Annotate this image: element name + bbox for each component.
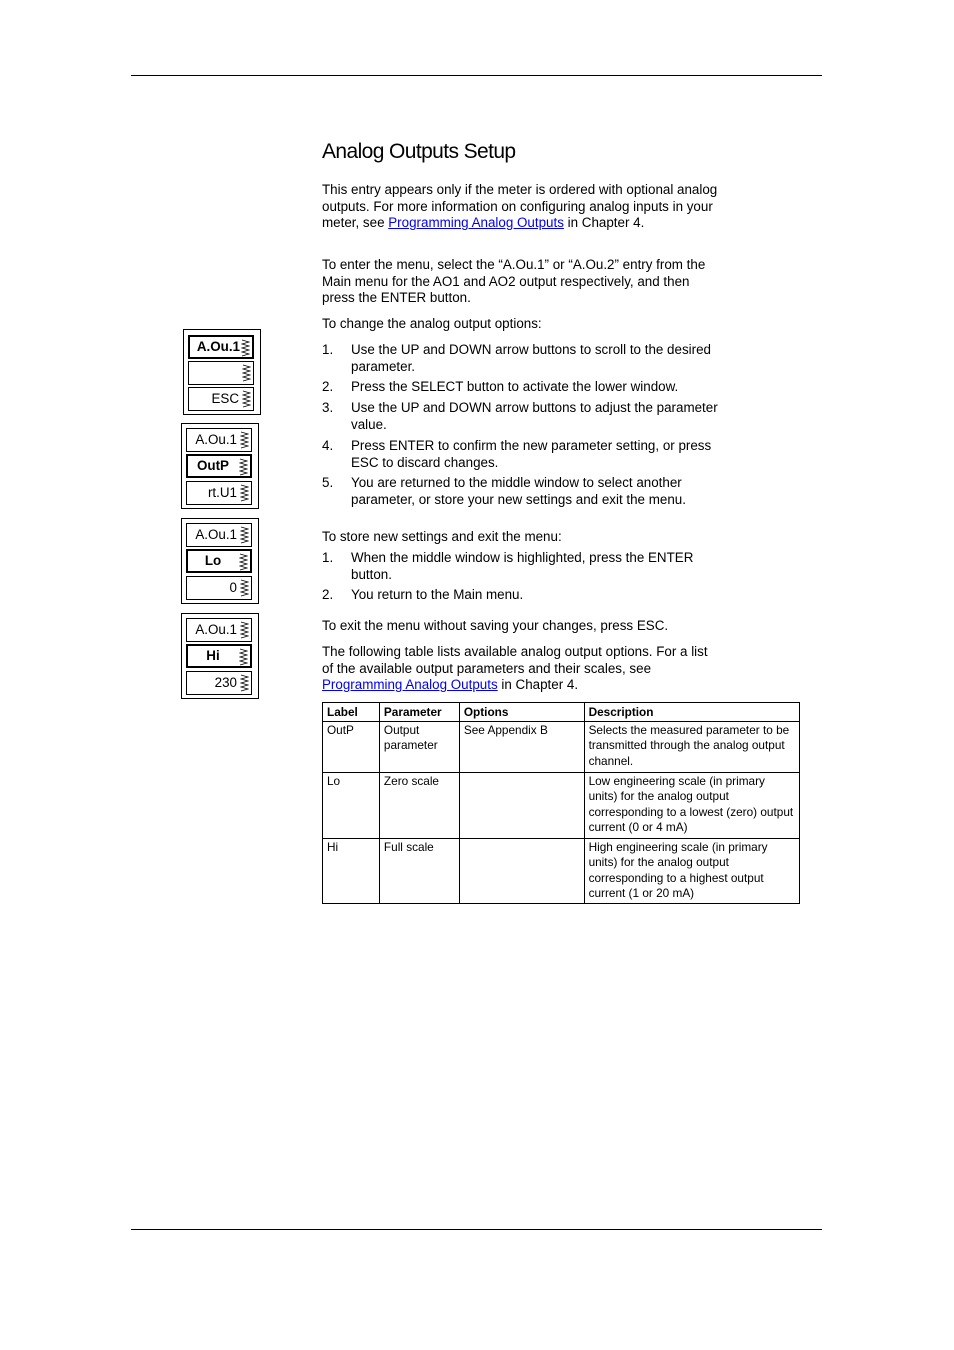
intro-text-end: in Chapter 4. bbox=[563, 215, 645, 230]
table-header-row bbox=[323, 703, 800, 722]
display-bottom-value: 0 bbox=[229, 580, 237, 595]
display-middle-window bbox=[186, 644, 252, 668]
table-cell bbox=[459, 773, 584, 839]
display-top-window bbox=[186, 618, 252, 642]
display-panel-lo bbox=[181, 518, 259, 604]
scroll-indicator-icon bbox=[239, 458, 248, 476]
column-header: Description bbox=[584, 703, 799, 722]
table-cell: Selects the measured parameter to be transmitted through the analog output channel. bbox=[584, 722, 799, 773]
exit-text: To exit the menu without saving your changes, press ESC. bbox=[322, 618, 669, 633]
display-top-window bbox=[186, 523, 252, 547]
table-intro-text: The following table lists available analog output options. For a list of the available output parameters and their scales, see bbox=[322, 644, 708, 676]
programming-analog-outputs-link[interactable]: Programming Analog Outputs bbox=[388, 215, 564, 230]
exit-paragraph bbox=[322, 618, 722, 635]
scroll-indicator-icon bbox=[240, 621, 249, 639]
list-text: You return to the Main menu. bbox=[351, 587, 524, 602]
enter-menu-text: To enter the menu, select the “A.Ou.1” or “A.Ou.2” entry from the Main menu for the AO1 and AO2 output respectively, and then press the ENTER button. bbox=[322, 257, 706, 305]
display-middle-window bbox=[188, 361, 254, 385]
table-row bbox=[323, 722, 800, 773]
display-top-window bbox=[188, 335, 254, 359]
display-top-value: A.Ou.1 bbox=[196, 339, 240, 354]
display-middle-value: Lo bbox=[204, 553, 222, 568]
table-intro-paragraph bbox=[322, 644, 722, 694]
display-panel-outp bbox=[181, 423, 259, 509]
table-cell: Zero scale bbox=[379, 773, 459, 839]
programming-analog-outputs-link[interactable]: Programming Analog Outputs bbox=[322, 677, 498, 692]
column-header: Options bbox=[459, 703, 584, 722]
display-middle-value: OutP bbox=[197, 458, 229, 473]
list-number: 2. bbox=[322, 379, 334, 394]
store-intro-text: To store new settings and exit the menu: bbox=[322, 529, 562, 544]
display-top-value: A.Ou.1 bbox=[195, 527, 237, 542]
list-number: 1. bbox=[322, 550, 334, 565]
list-number: 3. bbox=[322, 400, 334, 415]
list-text: Press ENTER to confirm the new parameter setting, or press ESC to discard changes. bbox=[351, 438, 712, 470]
list-number: 1. bbox=[322, 342, 334, 357]
display-middle-value: Hi bbox=[206, 648, 220, 663]
table-cell: See Appendix B bbox=[459, 722, 584, 773]
scroll-indicator-icon bbox=[242, 364, 251, 382]
display-top-value: A.Ou.1 bbox=[195, 622, 237, 637]
scroll-indicator-icon bbox=[240, 526, 249, 544]
table-intro-text-end: in Chapter 4. bbox=[497, 677, 579, 692]
table-cell: Low engineering scale (in primary units) for the analog output corresponding to a lowest (zero) output current (0 or 4 mA) bbox=[584, 773, 799, 839]
display-middle-window bbox=[186, 549, 252, 573]
display-bottom-value: 230 bbox=[214, 675, 237, 690]
table-cell: Lo bbox=[323, 773, 380, 839]
display-panel-hi bbox=[181, 613, 259, 699]
scroll-indicator-icon bbox=[242, 390, 251, 408]
display-bottom-value: rt.U1 bbox=[207, 485, 237, 500]
scroll-indicator-icon bbox=[241, 339, 250, 357]
display-bottom-window bbox=[186, 576, 252, 600]
analog-output-options-table bbox=[322, 702, 800, 904]
display-top-window bbox=[186, 428, 252, 452]
display-bottom-window bbox=[186, 481, 252, 505]
display-bottom-value: ESC bbox=[211, 391, 239, 406]
table-cell: Full scale bbox=[379, 839, 459, 904]
display-top-value: A.Ou.1 bbox=[195, 432, 237, 447]
display-bottom-window bbox=[188, 387, 254, 411]
footer-rule bbox=[131, 1229, 822, 1230]
change-intro bbox=[322, 316, 722, 333]
list-number: 4. bbox=[322, 438, 334, 453]
scroll-indicator-icon bbox=[239, 553, 248, 571]
store-intro bbox=[322, 529, 722, 546]
list-number: 5. bbox=[322, 475, 334, 490]
change-intro-text: To change the analog output options: bbox=[322, 316, 542, 331]
display-bottom-window bbox=[186, 671, 252, 695]
scroll-indicator-icon bbox=[239, 648, 248, 666]
display-middle-window bbox=[186, 454, 252, 478]
scroll-indicator-icon bbox=[240, 674, 249, 692]
table-row bbox=[323, 773, 800, 839]
enter-menu-paragraph bbox=[322, 257, 722, 307]
display-panel-menu bbox=[183, 329, 261, 415]
table-cell bbox=[459, 839, 584, 904]
list-number: 2. bbox=[322, 587, 334, 602]
list-text: When the middle window is highlighted, press the ENTER button. bbox=[351, 550, 694, 582]
table-cell: OutP bbox=[323, 722, 380, 773]
table-cell: Hi bbox=[323, 839, 380, 904]
table-row bbox=[323, 839, 800, 904]
table-cell: Output parameter bbox=[379, 722, 459, 773]
list-text: You are returned to the middle window to select another parameter, or store your new settings and exit the menu. bbox=[351, 475, 686, 507]
header-rule bbox=[131, 75, 822, 76]
list-text: Use the UP and DOWN arrow buttons to adjust the parameter value. bbox=[351, 400, 718, 432]
intro-paragraph bbox=[322, 182, 722, 232]
scroll-indicator-icon bbox=[240, 579, 249, 597]
table-cell: High engineering scale (in primary units) for the analog output corresponding to a highest output current (1 or 20 mA) bbox=[584, 839, 799, 904]
list-text: Press the SELECT button to activate the lower window. bbox=[351, 379, 679, 394]
page-title: Analog Outputs Setup bbox=[322, 140, 516, 163]
column-header: Label bbox=[323, 703, 380, 722]
column-header: Parameter bbox=[379, 703, 459, 722]
scroll-indicator-icon bbox=[240, 484, 249, 502]
list-text: Use the UP and DOWN arrow buttons to scroll to the desired parameter. bbox=[351, 342, 711, 374]
scroll-indicator-icon bbox=[240, 431, 249, 449]
intro-text: This entry appears only if the meter is ordered with optional analog outputs. For more information on configuring analog inputs in your meter, see bbox=[322, 182, 718, 230]
